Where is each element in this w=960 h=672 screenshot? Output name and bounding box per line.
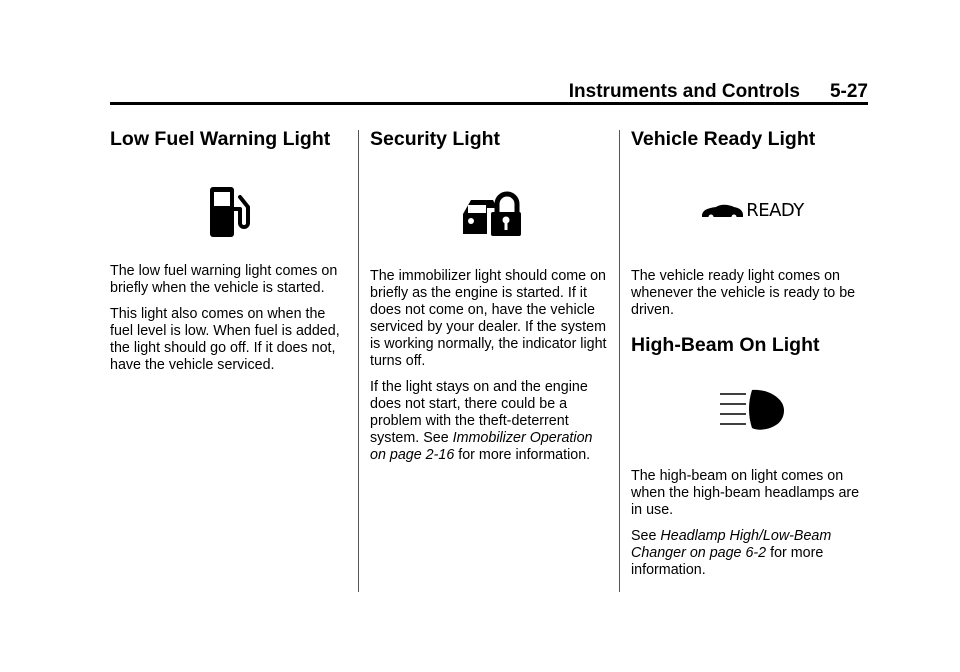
high-beam-heading: High-Beam On Light — [631, 334, 820, 356]
high-beam-icon — [716, 388, 788, 432]
page-number: 5-27 — [829, 81, 868, 102]
header-rule — [110, 102, 868, 105]
column-ready-highbeam — [631, 126, 873, 588]
fuel-pump-icon — [208, 185, 254, 239]
low-fuel-paragraph-2: This light also comes on when the fuel level is low. When fuel is added, the light should go off. If it does not, have the vehicle serviced. — [110, 306, 340, 373]
ready-icon-text: READY — [746, 200, 804, 221]
car-ready-icon — [700, 200, 804, 221]
headlamp-reference: Headlamp High/Low-Beam Changer on page 6-2 — [631, 528, 832, 561]
high-beam-paragraph-2: See Headlamp High/Low-Beam Changer on page 6-2 for more information. — [631, 528, 832, 578]
section-title: Instruments and Controls — [568, 81, 800, 102]
immobilizer-reference: Immobilizer Operation on page 2-16 — [370, 430, 593, 463]
ready-heading: Vehicle Ready Light — [631, 128, 816, 150]
column-divider — [358, 130, 359, 592]
low-fuel-paragraph-1: The low fuel warning light comes on briefly when the vehicle is started. — [110, 263, 338, 296]
column-divider — [619, 130, 620, 592]
security-paragraph-2: If the light stays on and the engine does not start, there could be a problem with the theft-deterrent system. See Immobilizer Operation on page 2-16 for more information. — [370, 379, 593, 463]
car-silhouette-icon — [700, 202, 744, 220]
column-low-fuel — [110, 126, 352, 383]
column-security — [370, 126, 612, 473]
high-beam-paragraph-1: The high-beam on light comes on when the high-beam headlamps are in use. — [631, 468, 860, 518]
low-fuel-heading: Low Fuel Warning Light — [110, 128, 331, 150]
security-heading: Security Light — [370, 128, 501, 150]
security-paragraph-1: The immobilizer light should come on briefly as the engine is started. If it does not come on, have the vehicle serviced by your dealer. If the system is working normally, the indicator light turns off. — [370, 268, 607, 369]
ready-paragraph-1: The vehicle ready light comes on whenever the vehicle is ready to be driven. — [631, 268, 856, 318]
car-lock-icon — [459, 188, 523, 240]
